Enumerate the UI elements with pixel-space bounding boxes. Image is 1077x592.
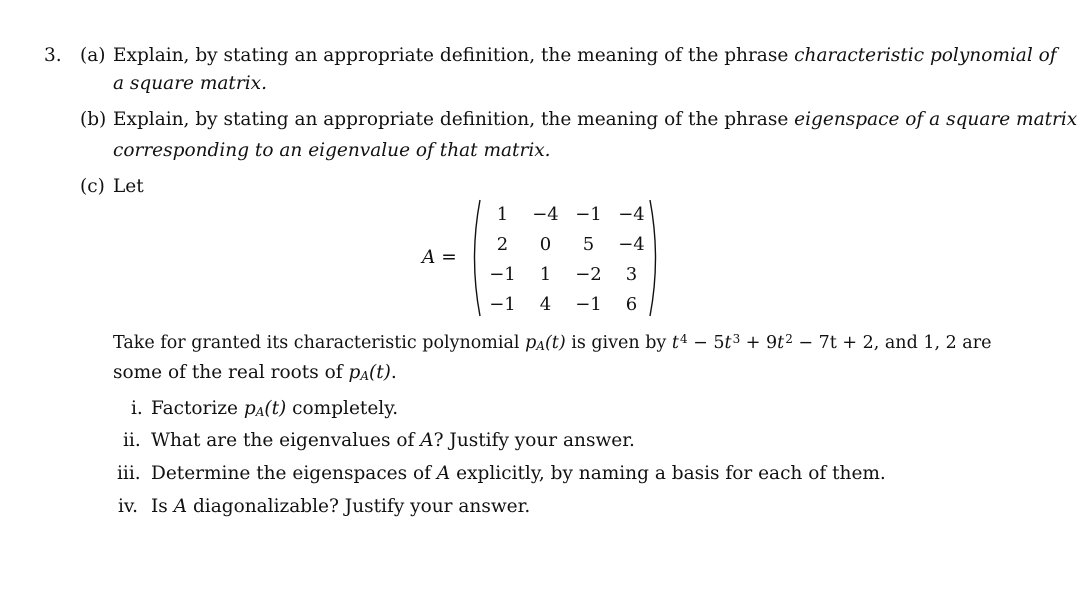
poly-term-2: − 5 — [687, 333, 725, 353]
part-c-let: Let — [113, 176, 144, 197]
take-text-1: Take for granted its characteristic polynomial — [113, 333, 520, 353]
matrix-row — [481, 259, 653, 289]
sub-iv-text-2: diagonalizable? Justify your answer. — [192, 496, 531, 517]
matrix-name: A — [173, 496, 188, 517]
poly-t: t — [671, 333, 679, 353]
part-b-label: (b) — [80, 109, 107, 130]
matrix-entry: −1 — [575, 203, 602, 225]
part-b-term: eigenspace of a square matrix — [794, 109, 1077, 130]
sub-i-label: i. — [131, 398, 143, 419]
matrix-equals: = — [441, 247, 457, 268]
matrix-row — [481, 289, 653, 319]
matrix-entry: −2 — [575, 263, 602, 285]
matrix-row — [481, 229, 653, 259]
matrix-name: A — [436, 463, 451, 484]
part-a-intro: Explain, by stating an appropriate definition, the meaning of the phrase — [113, 45, 789, 66]
poly-t: t — [777, 333, 785, 353]
matrix-entry: −4 — [618, 203, 645, 225]
part-b-intro: Explain, by stating an appropriate definition, the meaning of the phrase — [113, 109, 789, 130]
matrix-name: A — [422, 247, 436, 268]
sub-iv-text — [151, 495, 530, 519]
part-a-label: (a) — [80, 45, 106, 66]
part-b-line2: corresponding to an eigenvalue of that matrix. — [113, 140, 551, 161]
sub-i-text-2: completely. — [292, 398, 399, 419]
matrix-entry: −1 — [575, 293, 602, 315]
matrix-entry: 3 — [625, 263, 638, 285]
p-subscript: A — [360, 369, 369, 383]
p-argument: (t) — [369, 362, 391, 383]
matrix-entry: 4 — [539, 293, 552, 315]
matrix-entry: 1 — [496, 203, 509, 225]
p-argument: (t) — [544, 333, 566, 353]
matrix-entry: 1 — [539, 263, 552, 285]
poly-exp-3: 3 — [732, 332, 741, 346]
sub-iii-label: iii. — [117, 463, 141, 484]
matrix-entry: 2 — [496, 233, 509, 255]
p-subscript: A — [536, 339, 545, 353]
sub-i-text-1: Factorize — [151, 398, 238, 419]
part-c-label: (c) — [80, 176, 105, 197]
poly-t: t — [724, 333, 732, 353]
sub-i-text — [151, 397, 398, 421]
roots-text: some of the real roots of — [113, 362, 343, 383]
matrix-entry: −1 — [489, 293, 516, 315]
matrix-entry: 5 — [582, 233, 595, 255]
sub-iii-text-2: explicitly, by naming a basis for each of them. — [456, 463, 886, 484]
take-text-3: , and 1, 2 are — [873, 333, 992, 353]
question-number: 3. — [44, 45, 62, 66]
p-argument: (t) — [264, 398, 287, 419]
p-letter: p — [348, 362, 361, 383]
left-parenthesis — [468, 198, 482, 318]
poly-term-3: + 9 — [740, 333, 778, 353]
matrix-entry: −4 — [618, 233, 645, 255]
sub-iii-text — [151, 462, 886, 486]
p-subscript: A — [255, 405, 265, 419]
matrix-a — [481, 199, 653, 319]
p-letter: p — [243, 398, 256, 419]
p-letter: p — [525, 333, 537, 353]
matrix-entry: 0 — [539, 233, 552, 255]
poly-exp-2: 2 — [785, 332, 793, 346]
polynomial-statement — [113, 331, 991, 355]
take-text-2: is given by — [571, 333, 667, 353]
part-a-line1 — [113, 44, 1057, 68]
sub-ii-text-2: ? Justify your answer. — [433, 430, 635, 451]
matrix-entry: 6 — [625, 293, 638, 315]
poly-term-4: − 7t + 2 — [792, 333, 874, 353]
sub-iv-label: iv. — [118, 496, 139, 517]
sub-iii-text-1: Determine the eigenspaces of — [151, 463, 431, 484]
sub-ii-text — [151, 429, 635, 453]
matrix-name: A — [420, 430, 434, 451]
matrix-entry: −4 — [532, 203, 559, 225]
matrix-entry: −1 — [489, 263, 516, 285]
sub-ii-label: ii. — [123, 430, 141, 451]
matrix-row — [481, 199, 653, 229]
sub-ii-text-1: What are the eigenvalues of — [151, 430, 415, 451]
part-b-line1 — [113, 108, 1077, 132]
part-a-line2: a square matrix. — [113, 73, 267, 94]
part-a-term: characteristic polynomial of — [794, 45, 1057, 66]
poly-exp-4: 4 — [679, 332, 688, 346]
roots-statement: some of the real roots of $p_A(t)$. — [113, 362, 397, 383]
sub-iv-text-1: Is — [151, 496, 168, 517]
matrix-lhs — [422, 246, 457, 270]
